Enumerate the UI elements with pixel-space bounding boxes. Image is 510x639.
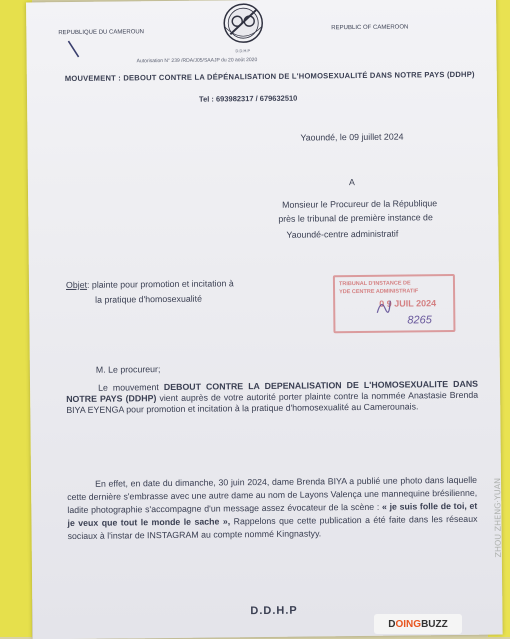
para1-intro: Le mouvement <box>97 382 159 393</box>
place-date: Yaoundé, le 09 juillet 2024 <box>300 131 404 143</box>
stamp-date: 0 9 JUIL 2024 <box>379 298 437 309</box>
stamp-signature-stroke <box>375 297 391 317</box>
badge-part-1: D <box>388 618 396 630</box>
object-text-1: : plainte pour promotion et incitation à <box>86 278 234 290</box>
court-stamp <box>333 274 456 333</box>
recipient-line-3: Yaoundé-centre administratif <box>286 228 399 240</box>
movement-title: MOUVEMENT : DEBOUT CONTRE LA DÉPÉNALISATION DE L'HOMOSEXUALITÉ DANS NOTRE PAYS (DDHP) <box>64 69 475 84</box>
recipient-line-1: Monsieur le Procureur de la République <box>282 198 438 210</box>
document-page <box>26 0 503 639</box>
object-label: Objet <box>65 279 88 291</box>
signature-ddhp: D.D.H.P <box>250 604 298 618</box>
paragraph-1 <box>66 379 478 416</box>
badge-accent: OING <box>395 618 422 630</box>
pen-stroke-mark <box>66 39 80 59</box>
para1-bold-name: DEBOUT CONTRE LA DEPENALISATION DE L'HOMOSEXUALITE DANS NOTRE PAYS (DDHP) <box>66 378 479 405</box>
side-watermark: ZHOU ZHENG·YUAN <box>493 477 503 558</box>
logo-caption: D.D.H.P <box>235 48 251 54</box>
paragraph-2 <box>67 474 478 543</box>
recipient-a: A <box>348 177 355 188</box>
phone-line: Tel : 693982317 / 679632510 <box>198 93 298 104</box>
para2-text-1: En effet, en date du dimanche, 30 juin 2024, dame Brenda BIYA a publié une photo dans laquelle cette dernière s'embrasse avec une autre dame au nom de Layons Valença une mannequine brésilienne, ladite photographie s'accompagne d'un message assez évocateur de la scène : <box>67 474 478 516</box>
object-line-1 <box>66 278 234 290</box>
authorization-line: Autorisation N° 239 /RDA/J05/SAAJP du 20 août 2020 <box>136 57 258 65</box>
stamp-line-1: TRIBUNAL D'INSTANCE DE <box>338 280 411 288</box>
para2-text-2: Rappelons que cette publication a été faite dans les réseaux sociaux à l'instar de INSTAGRAM au compte nommé Kingnastyy. <box>67 513 478 542</box>
stamp-line-2: YDE CENTRE ADMINISTRATIF <box>339 288 419 296</box>
ddhp-logo-icon <box>218 2 268 49</box>
right-country-label: REPUBLIC OF CAMEROON <box>331 24 409 32</box>
recipient-line-2: près le tribunal de première instance de <box>278 212 433 224</box>
stamp-number: 8265 <box>407 314 432 327</box>
doingbuzz-watermark-badge <box>374 614 462 634</box>
para2-quote: « je suis folle de toi, et je veux que tout le monde le sache », <box>67 500 478 529</box>
left-country-label: REPUBLIQUE DU CAMEROUN <box>58 29 145 37</box>
object-line-2: la pratique d'homosexualité <box>95 293 203 305</box>
badge-part-2: BUZZ <box>421 618 448 630</box>
para1-rest: vient auprès de votre autorité porter plainte contre la nommée Anastasie Brenda BIYA EYENGA pour promotion et incitation à la pratique d'homosexualité au Camerounais. <box>66 389 479 416</box>
salutation: M. Le procureur; <box>95 364 161 375</box>
